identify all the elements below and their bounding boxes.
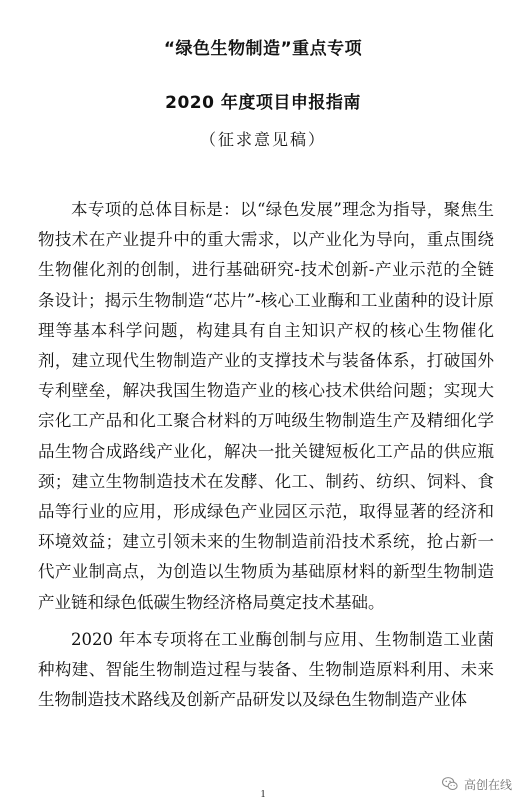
- watermark: [441, 775, 512, 793]
- paragraph-goals: 本专项的总体目标是：以“绿色发展”理念为指导，聚焦生物技术在产业提升中的重大需求，以产业化为导向，重点围绕生物催化剂的创制，进行基础研究-技术创新-产业示范的全链条设计；揭示生物制造“芯片”-核心工业酶和工业菌种的设计原理等基本科学问题，构建具有自主知识产权的核心生物催化剂，建立现代生物制造产业的支撑技术与装备体系，打破国外专利壁垒，解决我国生物造产业的核心技术供给问题；实现大宗化工产品和化工聚合材料的万吨级生物制造生产及精细化学品生物合成路线产业化，解决一批关键短板化工产品的供应瓶颈；建立生物制造技术在发酵、化工、制药、纺织、饲料、食品等行业的应用，形成绿色产业园区示范，取得显著的经济和环境效益；建立引领未来的生物制造前沿技术系统，抢占新一代产业制高点，为创造以生物质为基础原材料的新型生物制造产业链和绿色低碳生物经济格局奠定技术基础。: [38, 200, 494, 612]
- document-subtitle: （征求意见稿）: [199, 130, 326, 149]
- document-title: “绿色生物制造”重点专项: [163, 39, 363, 59]
- document-body: [38, 195, 494, 715]
- document-title-year: 2020 年度项目申报指南: [165, 93, 361, 113]
- paragraph-2020-plan: 2020 年本专项将在工业酶创制与应用、生物制造工业菌种构建、智能生物制造过程与装备、生物制造原料利用、未来生物制造技术路线及创新产品研发以及绿色生物制造产业体: [38, 629, 494, 710]
- page-number: 1: [260, 789, 266, 800]
- watermark-text: 高创在线: [463, 777, 512, 792]
- wechat-icon: [441, 775, 459, 793]
